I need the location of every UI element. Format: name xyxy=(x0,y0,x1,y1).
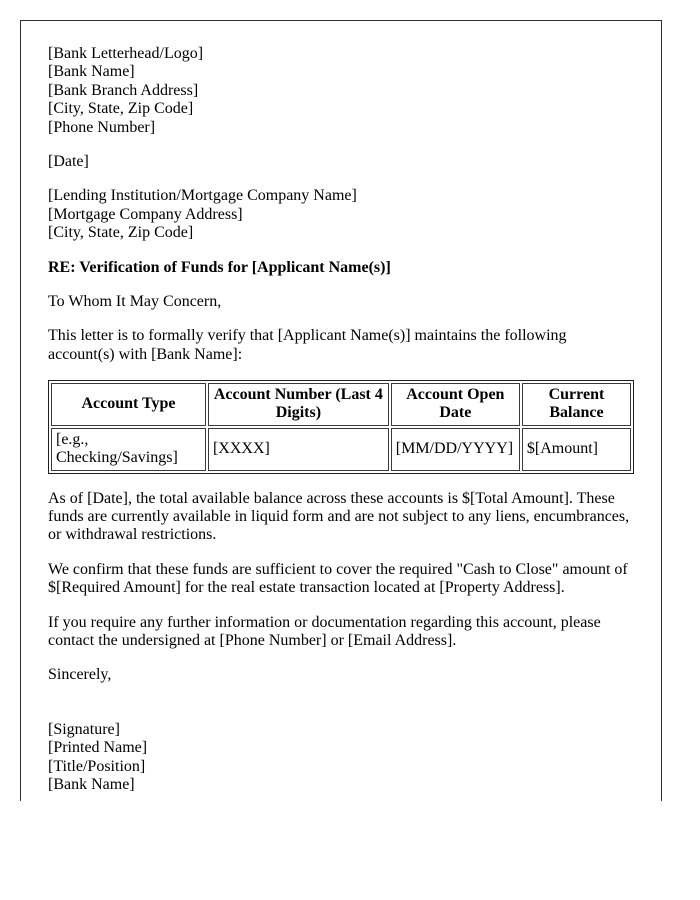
header-account-type: Account Type xyxy=(51,383,206,426)
salutation: To Whom It May Concern, xyxy=(48,292,222,310)
recipient-company-address: [Mortgage Company Address] xyxy=(48,205,243,223)
letterhead-block xyxy=(48,45,634,137)
accounts-table-header-row xyxy=(51,383,631,426)
closing-line: Sincerely, xyxy=(48,666,112,684)
signature-line: [Signature] xyxy=(48,720,120,738)
table-row xyxy=(51,428,631,471)
cell-account-open-date: [MM/DD/YYYY] xyxy=(391,428,520,471)
letterhead-logo-line: [Bank Letterhead/Logo] xyxy=(48,45,204,62)
date-block xyxy=(48,153,634,171)
signature-block xyxy=(48,721,634,795)
cell-account-type: [e.g., Checking/Savings] xyxy=(51,428,206,471)
paragraph-cash-to-close: We confirm that these funds are sufficient to cover the required "Cash to Close" amount of $[Required Amount] for the real estate transaction located at [Property Address]. xyxy=(48,560,628,597)
accounts-table xyxy=(48,380,634,474)
letterhead-city-state-zip: [City, State, Zip Code] xyxy=(48,100,194,118)
recipient-block xyxy=(48,187,634,242)
title-position-line: [Title/Position] xyxy=(48,757,146,775)
date-line: [Date] xyxy=(48,152,89,170)
letterhead-phone: [Phone Number] xyxy=(48,118,156,136)
paragraph-contact-info: If you require any further information or documentation regarding this account, please contact the undersigned at [Phone Number] or [Email Address]. xyxy=(48,613,601,649)
letterhead-branch-address: [Bank Branch Address] xyxy=(48,81,199,99)
cell-account-number: [XXXX] xyxy=(208,428,389,471)
recipient-company-name: [Lending Institution/Mortgage Company Name] xyxy=(48,187,357,205)
letter-page xyxy=(20,20,662,801)
intro-paragraph: This letter is to formally verify that [Applicant Name(s)] maintains the following account(s) with [Bank Name]: xyxy=(48,327,567,363)
accounts-table-head xyxy=(51,383,631,426)
paragraph-balance-summary: As of [Date], the total available balance across these accounts is $[Total Amount]. These funds are currently available in liquid form and are not subject to any liens, encumbrances, or withdrawal restrictions. xyxy=(48,489,630,544)
signature-bank-name: [Bank Name] xyxy=(48,775,135,793)
recipient-city-state-zip: [City, State, Zip Code] xyxy=(48,224,194,242)
cell-current-balance: $[Amount] xyxy=(522,428,631,471)
subject-line: RE: Verification of Funds for [Applicant Name(s)] xyxy=(48,258,391,276)
letterhead-bank-name: [Bank Name] xyxy=(48,63,135,81)
header-account-open-date: Account Open Date xyxy=(391,383,520,426)
printed-name-line: [Printed Name] xyxy=(48,739,148,757)
header-account-number: Account Number (Last 4 Digits) xyxy=(208,383,389,426)
accounts-table-body xyxy=(51,428,631,471)
header-current-balance: Current Balance xyxy=(522,383,631,426)
